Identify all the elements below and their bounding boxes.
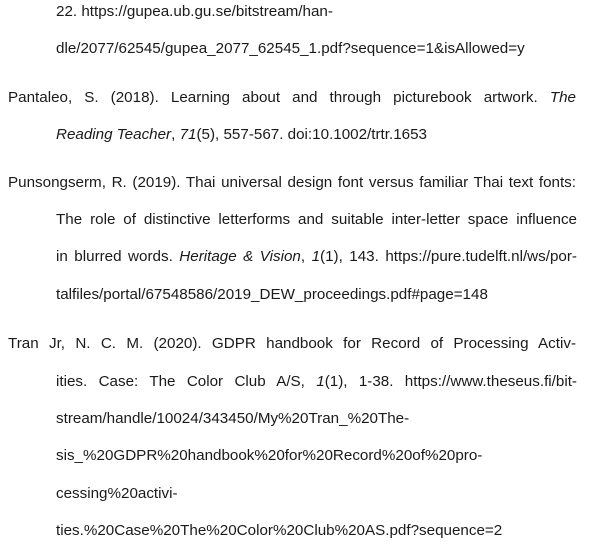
- reference-tran-line-2: [56, 373, 577, 391]
- reference-punsongserm-post: (1), 143. https://pure.tudelft.nl/ws/por-: [320, 248, 577, 265]
- reference-tran-post: (1), 1-38. https://www.theseus.fi/bit-: [324, 373, 577, 390]
- reference-punsongserm-line-3: in blurred words. Heritage & Vision, 1(1), 143. https://pure.tudelft.nl/ws/por-: [56, 248, 577, 265]
- reference-punsongserm-journal: Heritage & Vision: [179, 248, 301, 265]
- reference-tran-line-4: sis_%20GDPR%20handbook%20for%20Record%20of%20pro-: [56, 447, 483, 464]
- reference-punsongserm-pre: in blurred words.: [56, 248, 173, 265]
- reference-tran-line-1: Tran Jr, N. C. M. (2020). GDPR handbook for Record of Processing Activ-: [8, 335, 576, 352]
- reference-pantaleo-journal-part2: Reading Teacher: [56, 126, 172, 143]
- reference-pantaleo-line-2: Reading Teacher, 71(5), 557-567. doi:10.1002/trtr.1653: [56, 126, 427, 143]
- reference-tran-volume: 1: [316, 373, 325, 390]
- reference-tran-line-6: ties.%20Case%20The%20Color%20Club%20AS.pdf?sequence=2: [56, 522, 503, 539]
- reference-punsongserm-volume: 1: [311, 248, 321, 265]
- reference-pantaleo-author-date: Pantaleo, S. (2018). Learning about and through picturebook artwork.: [8, 89, 538, 106]
- reference-tran-line-5: cessing%20activi-: [56, 485, 178, 502]
- reference-tran-line-3: stream/handle/10024/343450/My%20Tran_%20The-: [56, 410, 410, 427]
- reference-pantaleo-issue-pages-doi: (5), 557-567. doi:10.1002/trtr.1653: [196, 126, 427, 143]
- reference-gupea-line-1: 22. https://gupea.ub.gu.se/bitstream/han-: [56, 3, 333, 20]
- reference-punsongserm-line-4: talfiles/portal/67548586/2019_DEW_proceedings.pdf#page=148: [56, 286, 488, 303]
- reference-pantaleo-line-1: [8, 89, 576, 107]
- reference-pantaleo-journal-part1: The: [549, 89, 576, 106]
- reference-punsongserm-line-2: The role of distinctive letterforms and suitable inter-letter space influence: [56, 211, 577, 228]
- reference-pantaleo-volume: 71: [179, 126, 197, 143]
- reference-punsongserm-line-1: Punsongserm, R. (2019). Thai universal design font versus familiar Thai text fonts:: [8, 174, 576, 191]
- reference-tran-pre: ities. Case: The Color Club A/S,: [56, 373, 305, 390]
- reference-gupea-line-2: dle/2077/62545/gupea_2077_62545_1.pdf?sequence=1&isAllowed=y: [56, 40, 525, 57]
